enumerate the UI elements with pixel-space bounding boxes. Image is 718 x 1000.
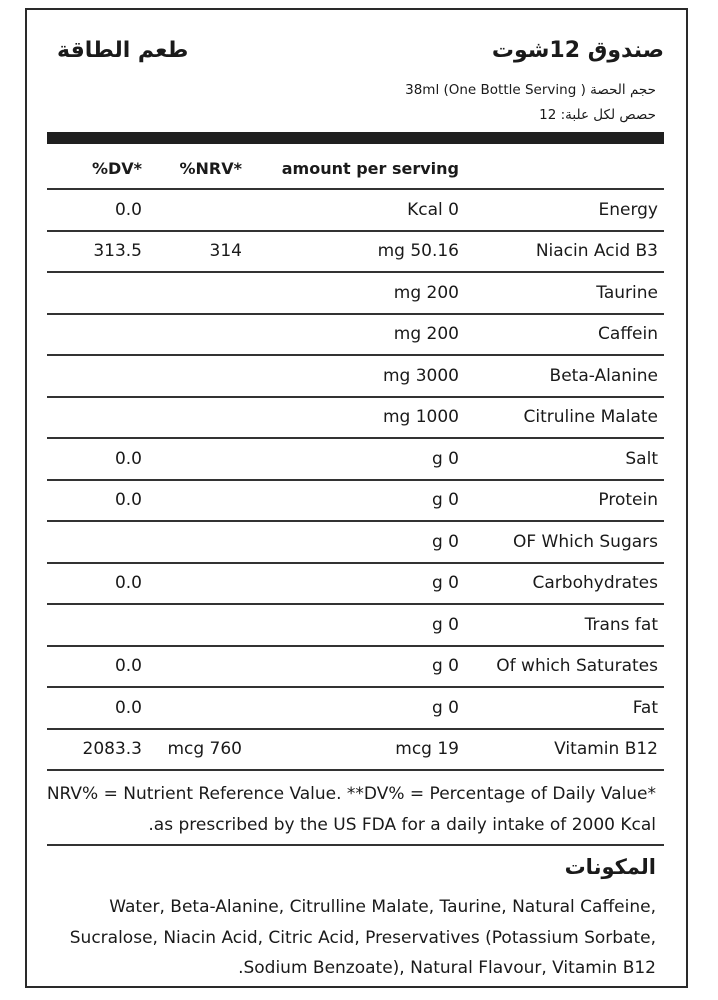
table-row	[47, 604, 664, 646]
footnote-line-2: .as prescribed by the US FDA for a daily intake of 2000 Kcal	[148, 815, 656, 835]
label-header	[47, 38, 664, 70]
amount-cell: mg 1000	[242, 397, 459, 439]
amount-cell: mcg 19	[242, 729, 459, 771]
table-row	[47, 646, 664, 688]
nrv-cell	[142, 646, 242, 688]
table-row	[47, 687, 664, 729]
nutrition-label-frame	[25, 8, 688, 988]
amount-cell: mg 200	[242, 272, 459, 314]
table-row	[47, 729, 664, 771]
section-divider	[47, 844, 664, 846]
col-header-dv: %DV*	[47, 148, 142, 189]
table-row	[47, 355, 664, 397]
nutrient-cell: Salt	[459, 438, 664, 480]
dv-cell: 2083.3	[47, 729, 142, 771]
nrv-cell	[142, 480, 242, 522]
nutrient-cell: Niacin Acid B3	[459, 231, 664, 273]
ingredients-title: المكونات	[564, 855, 656, 879]
nutrient-cell: Beta-Alanine	[459, 355, 664, 397]
nutrient-cell: Fat	[459, 687, 664, 729]
amount-cell: mg 3000	[242, 355, 459, 397]
amount-cell: g 0	[242, 521, 459, 563]
nutrition-table	[47, 148, 664, 771]
nutrient-cell: Vitamin B12	[459, 729, 664, 771]
dv-cell: 313.5	[47, 231, 142, 273]
amount-cell: g 0	[242, 604, 459, 646]
dv-cell: 0.0	[47, 189, 142, 231]
nutrient-cell: Energy	[459, 189, 664, 231]
nrv-cell	[142, 438, 242, 480]
dv-cell: 0.0	[47, 438, 142, 480]
footnote-line-1: NRV% = Nutrient Reference Value. **DV% = Percentage of Daily Value*	[46, 784, 656, 804]
amount-cell: g 0	[242, 687, 459, 729]
col-header-nutrient	[459, 148, 664, 189]
table-row	[47, 314, 664, 356]
product-title: صندوق 12شوت	[491, 38, 664, 63]
nrv-cell	[142, 687, 242, 729]
dv-cell	[47, 397, 142, 439]
nutrient-cell: Taurine	[459, 272, 664, 314]
table-row	[47, 231, 664, 273]
amount-cell: g 0	[242, 646, 459, 688]
nrv-cell	[142, 189, 242, 231]
nutrient-cell: Protein	[459, 480, 664, 522]
dv-cell	[47, 355, 142, 397]
nrv-cell	[142, 563, 242, 605]
table-row	[47, 397, 664, 439]
nutrient-cell: OF Which Sugars	[459, 521, 664, 563]
servings-per-pack: حصص لكل علبة: 12	[539, 107, 656, 123]
amount-cell: g 0	[242, 563, 459, 605]
table-row	[47, 438, 664, 480]
amount-cell: g 0	[242, 438, 459, 480]
flavor-title: طعم الطاقة	[57, 38, 189, 63]
nutrient-cell: Of which Saturates	[459, 646, 664, 688]
dv-cell: 0.0	[47, 646, 142, 688]
dv-cell	[47, 272, 142, 314]
nrv-cell	[142, 272, 242, 314]
nrv-cell	[142, 314, 242, 356]
nutrition-label	[47, 10, 664, 986]
amount-cell: Kcal 0	[242, 189, 459, 231]
dv-cell	[47, 604, 142, 646]
nrv-cell: 314	[142, 231, 242, 273]
table-row	[47, 480, 664, 522]
table-row	[47, 563, 664, 605]
serving-size: حجم الحصة ( 38ml (One Bottle Serving	[405, 82, 656, 98]
nrv-cell	[142, 521, 242, 563]
ingredients-text: Water, Beta-Alanine, Citrulline Malate, Taurine, Natural Caffeine, Sucralose, Niacin Acid, Citric Acid, Preservatives (Potassium Sorbate, .Sodium Benzoate), Natural Flavour, Vitamin B12	[69, 897, 656, 978]
nrv-cell	[142, 397, 242, 439]
dv-cell: 0.0	[47, 563, 142, 605]
table-row	[47, 521, 664, 563]
nutrient-cell: Carbohydrates	[459, 563, 664, 605]
nrv-cell: mcg 760	[142, 729, 242, 771]
dv-cell: 0.0	[47, 480, 142, 522]
dv-cell	[47, 314, 142, 356]
col-header-nrv: %NRV*	[142, 148, 242, 189]
table-row	[47, 272, 664, 314]
amount-cell: mg 50.16	[242, 231, 459, 273]
amount-cell: mg 200	[242, 314, 459, 356]
amount-cell: g 0	[242, 480, 459, 522]
nrv-cell	[142, 355, 242, 397]
thick-divider	[47, 132, 664, 144]
nutrient-cell: Caffein	[459, 314, 664, 356]
table-row	[47, 189, 664, 231]
col-header-amount: amount per serving	[242, 148, 459, 189]
table-header-row	[47, 148, 664, 189]
nutrient-cell: Citruline Malate	[459, 397, 664, 439]
dv-cell	[47, 521, 142, 563]
dv-cell: 0.0	[47, 687, 142, 729]
nutrient-cell: Trans fat	[459, 604, 664, 646]
nrv-cell	[142, 604, 242, 646]
